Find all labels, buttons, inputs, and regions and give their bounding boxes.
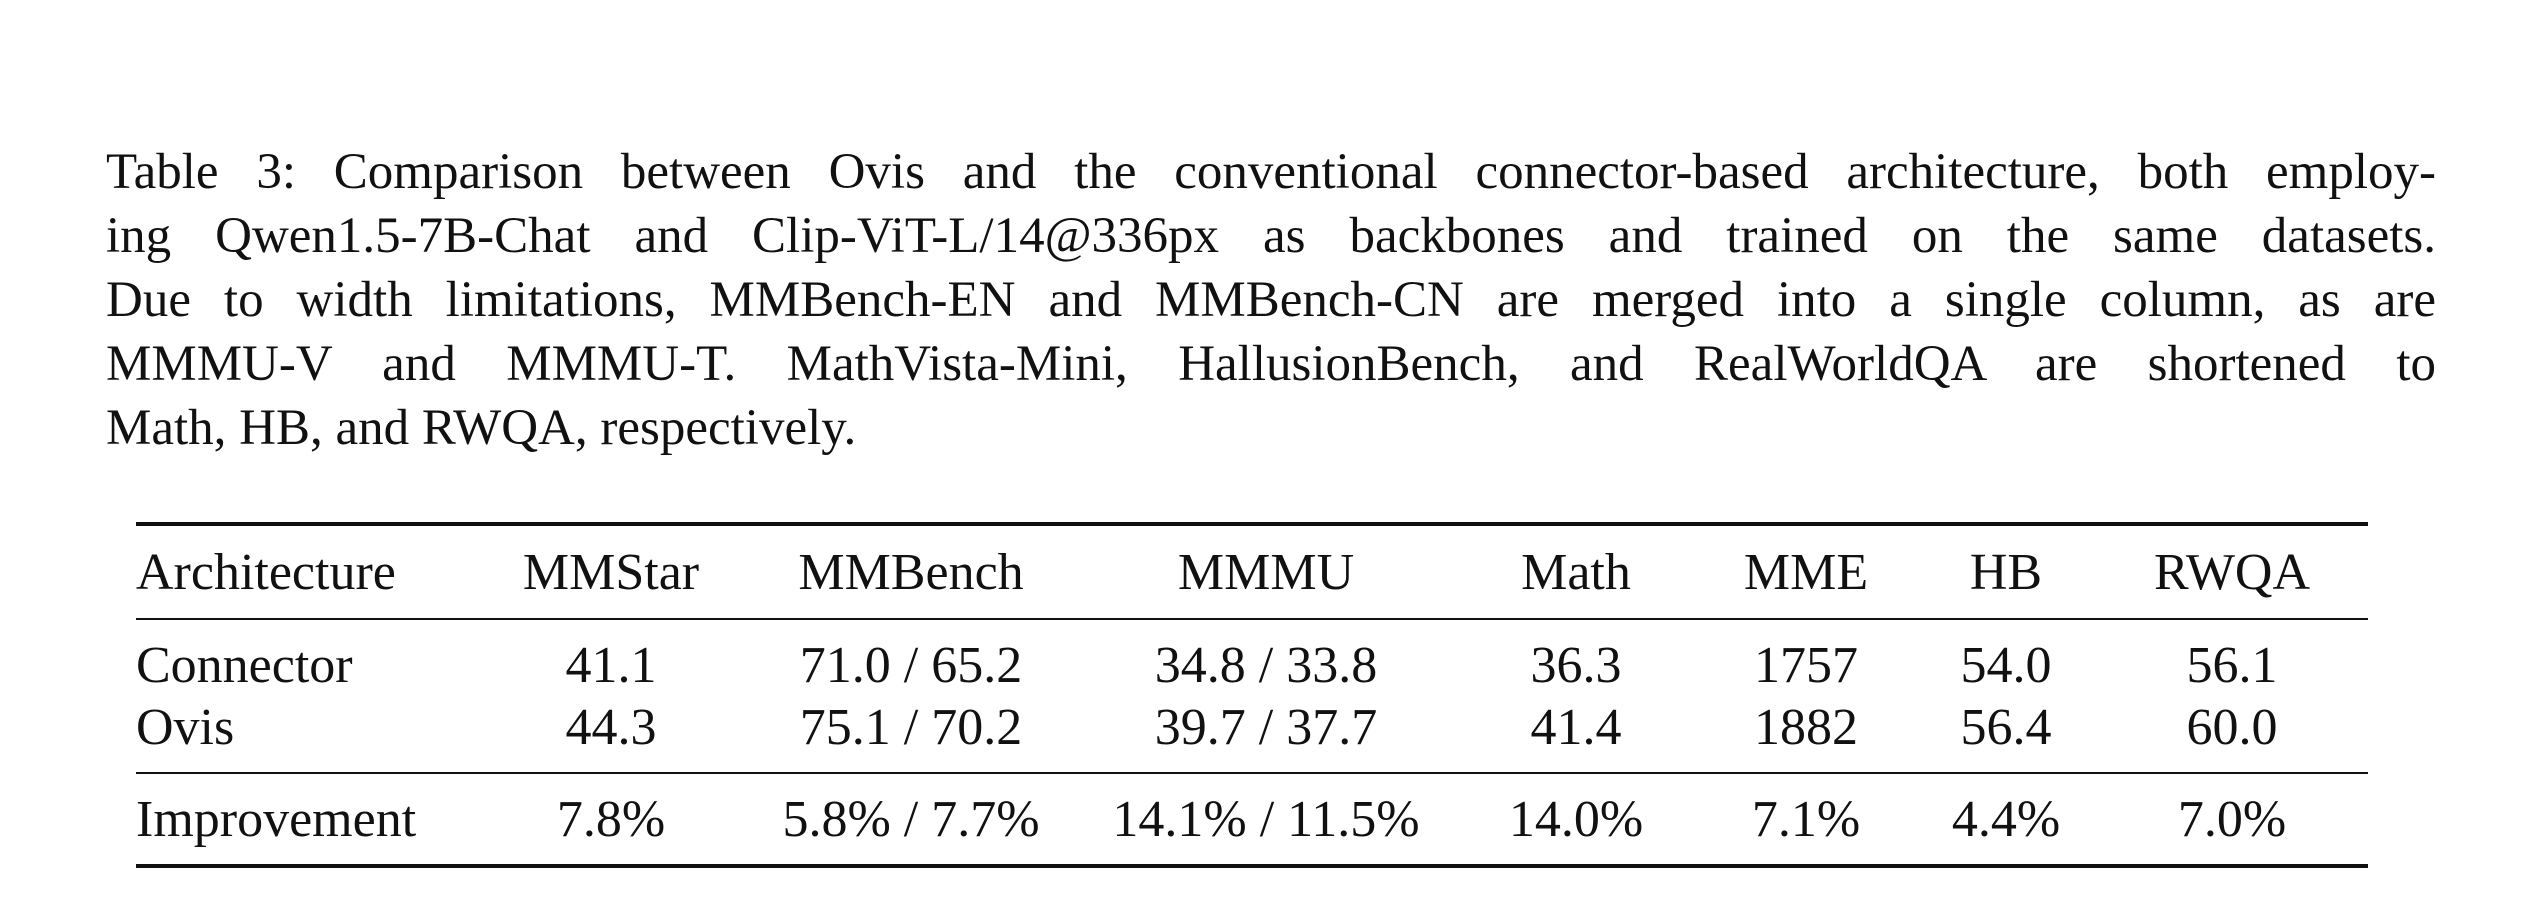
table-cell: 36.3 [1530, 636, 1622, 694]
caption-line: Table 3: Comparison between Ovis and the conventional connector-based architecture, both employ- [106, 144, 2436, 200]
table-row [136, 619, 2368, 696]
caption-line: ing Qwen1.5-7B-Chat and Clip-ViT-L/14@336px as backbones and trained on the same datasets. [106, 208, 2436, 264]
table-cell: 34.8 / 33.8 [1154, 636, 1378, 694]
table-cell: 7.1% [1751, 790, 1861, 848]
header-cell: RWQA [2154, 543, 2310, 601]
caption-line: MMMU-V and MMMU-T. MathVista-Mini, HallusionBench, and RealWorldQA are shortened to [106, 336, 2436, 392]
header-cell: MMMU [1177, 543, 1355, 601]
table-cell: 41.4 [1530, 698, 1622, 756]
table-cell: 7.8% [556, 790, 666, 848]
table-cell: 71.0 / 65.2 [799, 636, 1023, 694]
table-cell: 5.8% / 7.7% [782, 790, 1040, 848]
table-cell: 54.0 [1960, 636, 2052, 694]
row-label: Improvement [136, 790, 417, 848]
table-cell: 39.7 / 37.7 [1154, 698, 1378, 756]
comparison-table [136, 522, 2368, 868]
comparison-table-container [136, 522, 2368, 868]
table-cell: 1757 [1754, 636, 1858, 694]
table-cell: 75.1 / 70.2 [799, 698, 1023, 756]
table-cell: 1882 [1754, 698, 1858, 756]
row-label: Connector [136, 636, 353, 694]
header-cell: HB [1969, 543, 2043, 601]
table-cell: 41.1 [565, 636, 657, 694]
row-label: Ovis [136, 698, 235, 756]
table-cell: 14.1% / 11.5% [1112, 790, 1420, 848]
table-caption [106, 140, 2436, 460]
improvement-row [136, 773, 2368, 866]
header-cell: MMBench [798, 543, 1024, 601]
header-cell: Architecture [136, 543, 396, 601]
table-cell: 14.0% [1508, 790, 1644, 848]
table-cell: 4.4% [1951, 790, 2061, 848]
table-header-row [136, 524, 2368, 619]
table-row [136, 696, 2368, 773]
header-cell: MMStar [522, 543, 700, 601]
table-cell: 44.3 [565, 698, 657, 756]
table-cell: 60.0 [2186, 698, 2278, 756]
table-cell: 56.1 [2186, 636, 2278, 694]
caption-line: Math, HB, and RWQA, respectively. [106, 400, 857, 456]
table-cell: 56.4 [1960, 698, 2052, 756]
table-cell: 7.0% [2177, 790, 2287, 848]
header-cell: Math [1521, 543, 1631, 601]
header-cell: MME [1743, 543, 1869, 601]
caption-line: Due to width limitations, MMBench-EN and MMBench-CN are merged into a single column, as are [106, 272, 2436, 328]
